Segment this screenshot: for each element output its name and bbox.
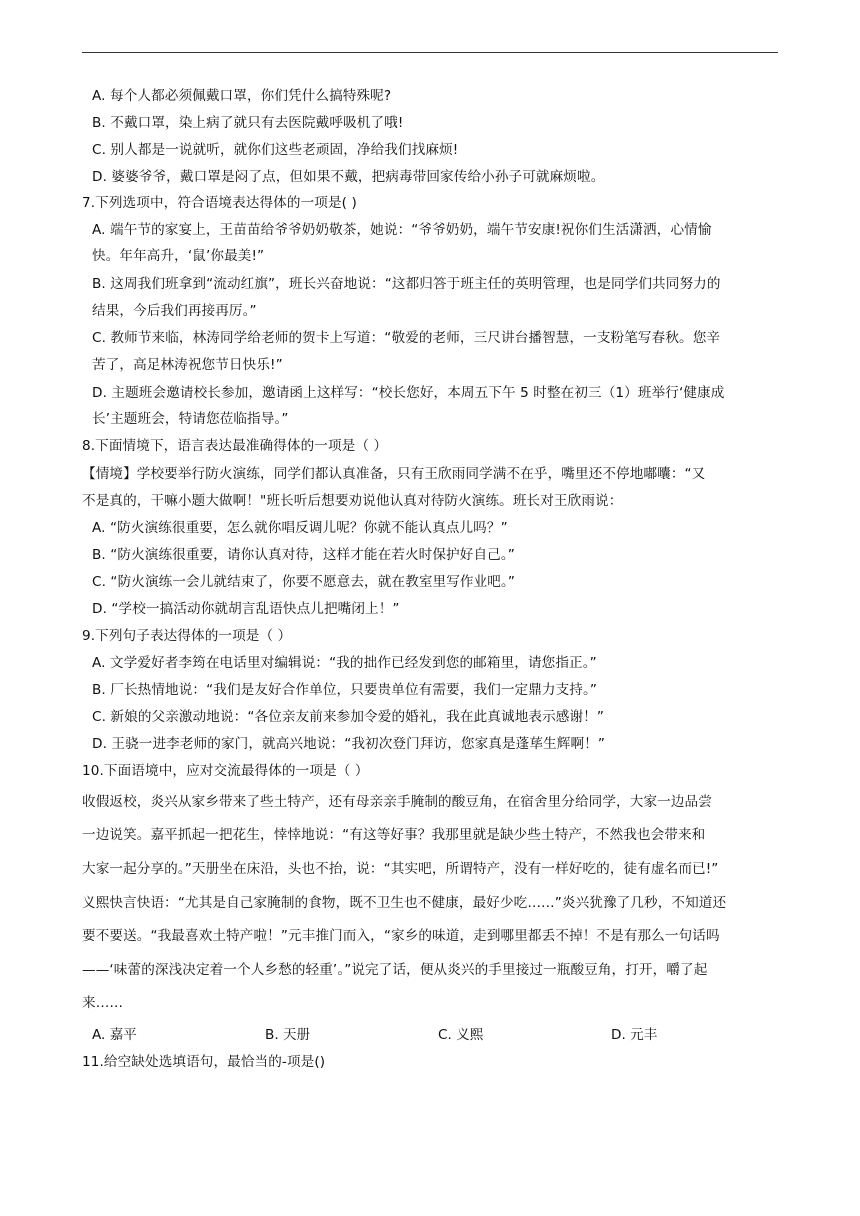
q7-option-c-line2: 苦了，高足林涛祝您节日快乐!” bbox=[92, 357, 283, 373]
q10-passage-line6: ——‘味蕾的深浅决定着一个人乡愁的轻重’。”说完了话，便从炎兴的手里接过一瓶酸豆角，打开，嚼了起 bbox=[82, 962, 708, 978]
q8-stem: 8.下面情境下，语言表达最准确得体的一项是（ ） bbox=[82, 438, 388, 454]
q8-option-a: A. “防火演练很重要，怎么就你唱反调儿呢？你就不能认真点儿吗？” bbox=[92, 520, 508, 536]
q9-option-d: D. 王骁一进李老师的家门，就高兴地说：“我初次登门拜访，您家真是蓬荜生辉啊！” bbox=[92, 736, 605, 752]
q8-option-c: C. “防火演练一会儿就结束了，你要不愿意去，就在教室里写作业吧。” bbox=[92, 574, 516, 590]
q8-option-b: B. “防火演练很重要，请你认真对待，这样才能在若火时保护好自己。” bbox=[92, 547, 515, 563]
q11-stem: 11.给空缺处选填语句，最恰当的-项是() bbox=[82, 1054, 326, 1070]
q7-option-d-line1: D. 主题班会邀请校长参加，邀请函上这样写：“校长您好，本周五下午 5 时整在初三（1）班举行‘健康成 bbox=[92, 385, 725, 401]
q6-option-c: C. 别人都是一说就听，就你们这些老顽固，净给我们找麻烦! bbox=[92, 142, 459, 158]
q10-passage-line4: 义熙快言快语：“尤其是自己家腌制的食物，既不卫生也不健康，最好少吃……”炎兴犹豫了几秒，不知道还 bbox=[82, 895, 727, 911]
q10-choice-a: A. 嘉平 bbox=[92, 1027, 137, 1043]
q10-passage-line1: 收假返校，炎兴从家乡带来了些土特产，还有母亲亲手腌制的酸豆角，在宿舍里分给同学，大家一边品尝 bbox=[82, 794, 712, 810]
q7-stem: 7.下列选项中，符合语境表达得体的一项是( ) bbox=[82, 195, 357, 211]
q10-stem: 10.下面语境中，应对交流最得体的一项是（ ） bbox=[82, 763, 369, 779]
q10-passage-line2: 一边说笑。嘉平抓起一把花生，悻悻地说：“有这等好事？我那里就是缺少些土特产，不然我也会带来和 bbox=[82, 827, 706, 843]
q6-option-a: A. 每个人都必须佩戴口罩，你们凭什么搞特殊呢? bbox=[92, 88, 392, 104]
q7-option-a-line1: A. 端午节的家宴上，王苗苗给爷爷奶奶敬茶，她说：“爷爷奶奶，端午节安康!祝你们生活潇洒，心情愉 bbox=[92, 222, 712, 238]
q7-option-b-line1: B. 这周我们班拿到“流动红旗”，班长兴奋地说：“这都归答于班主任的英明管理，也是同学们共同努力的 bbox=[92, 276, 721, 292]
q8-context-line1: 【情境】学校要举行防火演练，同学们都认真准备，只有王欣雨同学满不在乎，嘴里还不停地嘟囔：“又 bbox=[82, 466, 706, 482]
q10-choice-d: D. 元丰 bbox=[611, 1027, 658, 1043]
q7-option-a-line2: 快。年年高升，‘鼠’你最美!” bbox=[92, 248, 265, 264]
q7-option-b-line2: 结果，今后我们再接再厉。” bbox=[92, 303, 257, 319]
q10-passage-line3: 大家一起分享的。”天册坐在床沿，头也不抬，说：“其实吧，所谓特产，没有一样好吃的，徒有虚名而已!” bbox=[82, 861, 719, 877]
q9-option-c: C. 新娘的父亲激动地说：“各位亲友前来参加令爱的婚礼，我在此真诚地表示感谢！” bbox=[92, 709, 604, 725]
q9-stem: 9.下列句子表达得体的一项是（ ） bbox=[82, 628, 292, 644]
q8-option-d: D. “学校一搞活动你就胡言乱语快点儿把嘴闭上！” bbox=[92, 601, 400, 617]
q7-option-d-line2: 长’主题班会，特请您莅临指导。” bbox=[92, 411, 289, 427]
q7-option-c-line1: C. 教师节来临，林涛同学给老师的贺卡上写道：“敬爱的老师，三尺讲台播智慧，一支粉笔写春秋。您辛 bbox=[92, 330, 721, 346]
q8-context-line2: 不是真的，干嘛小题大做啊！"班长听后想要劝说他认真对待防火演练。班长对王欣雨说： bbox=[82, 493, 623, 509]
q10-choice-b: B. 天册 bbox=[265, 1027, 311, 1043]
q9-option-b: B. 厂长热情地说：“我们是友好合作单位，只要贵单位有需要，我们一定鼎力支持。” bbox=[92, 682, 598, 698]
q6-option-b: B. 不戴口罩，染上病了就只有去医院戴呼吸机了哦! bbox=[92, 115, 404, 131]
q6-option-d: D. 婆婆爷爷，戴口罩是闷了点，但如果不戴，把病毒带回家传给小孙子可就麻烦啦。 bbox=[92, 169, 605, 185]
q10-passage-line5: 要不要送。“我最喜欢土特产啦！”元丰推门而入，“家乡的味道，走到哪里都丢不掉！不是有那么一句话吗 bbox=[82, 928, 720, 944]
q10-passage-line7: 来…… bbox=[82, 995, 124, 1011]
q10-choice-c: C. 义熙 bbox=[438, 1027, 484, 1043]
q9-option-a: A. 文学爱好者李筠在电话里对编辑说：“我的拙作已经发到您的邮箱里，请您指正。” bbox=[92, 655, 597, 671]
header-rule bbox=[82, 52, 778, 53]
